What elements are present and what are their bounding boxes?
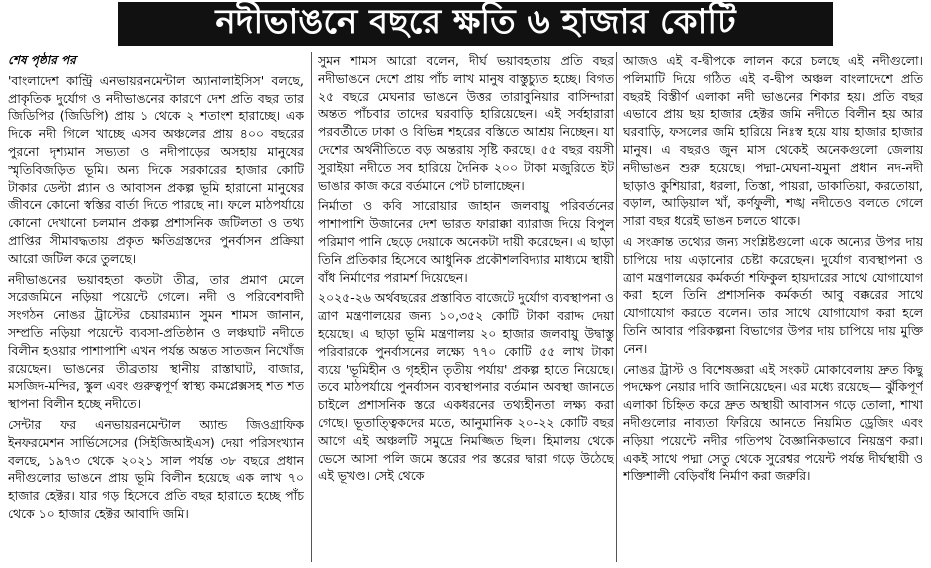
paragraph: নোঙর ট্রাস্ট ও বিশেষজ্ঞরা এই সংকট মোকাবেলায় দ্রুত কিছু পদক্ষেপ নেয়ার দাবি জানিয়েছেন। এর মধ্যে রয়েছে— ঝুঁকিপূর্ণ এলাকা চিহ্নিত করে দ্রুত অস্থায়ী আবাসন গড়ে তোলা, শাখা নদীগুলোর নাব্যতা ফিরিয়ে আনতে নিয়মিত ড্রেজিং এবং নড়িয়া পয়েন্টে নদীর গতিপথ বৈজ্ঞানিকভাবে নিয়ন্ত্রণ করা। একই সাথে পদ্মা সেতু থেকে সুরেশ্বর পয়েন্ট পর্যন্ত দীর্ঘস্থায়ী ও শক্তিশালী বেড়িবাঁধ নির্মাণ করা জরুরি। — [623, 361, 923, 484]
continued-from-label: শেষ পৃষ্ঠার পর — [8, 53, 76, 67]
article-column-3 — [623, 52, 923, 564]
column-divider — [616, 52, 617, 562]
paragraph: নির্মাতা ও কবি সারোয়ার জাহান জলবায়ু পরিবর্তনের পাশাপাশি উজানের দেশ ভারত ফারাক্কা ব্যারাজ দিয়ে বিপুল পরিমাণ পানি ছেড়ে দেয়াকে অনেকটা দায়ী করেছেন। এ ছাড়া তিনি প্রতিকার হিসেবে আধুনিক প্রকৌশলবিদ্যার মাধ্যমে স্থায়ী বাঁধ নির্মাণের পরামর্শ দিয়েছেন। — [318, 198, 614, 285]
paragraph: নদীভাঙনের ভয়াবহতা কতটা তীব্র, তার প্রমাণ মেলে সরেজমিনে নড়িয়া পয়েন্টে গেলে। নদী ও পরিবেশবাদী সংগঠন নোঙর ট্রাস্টের চেয়ারম্যান সুমন শামস জানান, সম্প্রতি নড়িয়া পয়েন্টে ব্যবসা-প্রতিষ্ঠান ও লঞ্চঘাট নদীতে বিলীন হওয়ার পাশাপাশি এখন পর্যন্ত অন্তত সাতজন নিখোঁজ রয়েছেন। ভাঙনের তীব্রতায় স্থানীয় রাস্তাঘাট, বাজার, মসজিদ-মন্দির, স্কুল এবং গুরুত্বপূর্ণ স্বাস্থ্য কমপ্লেক্সসহ শত শত স্থাপনা বিলীন হচ্ছে নদীতে। — [8, 271, 304, 412]
paragraph: ২০২৫-২৬ অর্থবছরের প্রস্তাবিত বাজেটে দুর্যোগ ব্যবস্থাপনা ও ত্রাণ মন্ত্রণালয়ের জন্য ১০,৩৫২ কোটি টাকা বরাদ্দ দেয়া হয়েছে। এ ছাড়া ভূমি মন্ত্রণালয় ২০ হাজার জলবায়ু উদ্বাস্তু পরিবারকে পুনর্বাসনের লক্ষ্যে ৭৭০ কোটি ৫৫ লাখ টাকা ব্যয়ে 'ভূমিহীন ও গৃহহীন তৃতীয় পর্যায়' প্রকল্প হাতে নিয়েছে। তবে মাঠপর্যায়ে পুনর্বাসন ব্যবস্থাপনার বর্তমান অবস্থা জানতে চাইলে প্রশাসনিক স্তরে একধরনের তথ্যহীনতা লক্ষ্য করা গেছে। ভূতাত্ত্বিকদের মতে, আনুমানিক ২০-২২ কোটি বছর আগে এই অঞ্চলটি সমুদ্রে নিমজ্জিত ছিল। হিমালয় থেকে ভেসে আসা পলি জমে স্তরের পর স্তরের দ্বারা গড়ে উঠেছে এই ভূখণ্ড। সেই থেকে — [318, 290, 614, 484]
paragraph: আজও এই ব-দ্বীপকে লালন করে চলছে এই নদীগুলো। পলিমাটি দিয়ে গঠিত এই ব-দ্বীপ অঞ্চল বাংলাদেশে প্রতি বছরই বিস্তীর্ণ এলাকা নদী ভাঙনের শিকার হয়। প্রতি বছর এভাবে প্রায় ছয় হাজার হেক্টর জমি নদীতে বিলীন হয় আর ঘরবাড়ি, ফসলের জমি হারিয়ে নিঃস্ব হয়ে যায় হাজার হাজার মানুষ। এ বছরও জুন মাস থেকেই অনেকগুলো জেলায় নদীভাঙন শুরু হয়েছে। পদ্মা-মেঘনা-যমুনা প্রধান নদ-নদী ছাড়াও কুশিয়ারা, ধরলা, তিস্তা, পায়রা, ডাকাতিয়া, করতোয়া, বড়াল, আড়িয়াল খাঁ, কর্ণফুলী, শঙ্খ নদীতেও বলতে গেলে সারা বছর ধরেই ভাঙন চলতে থাকে। — [623, 53, 923, 229]
article-column-2 — [318, 52, 614, 564]
column-divider — [311, 52, 312, 562]
paragraph: সুমন শামস আরো বলেন, দীর্ঘ ভয়াবহতায় প্রতি বছর নদীভাঙনে দেশে প্রায় পাঁচ লাখ মানুষ বাস্তুচ্যুত হচ্ছে। বিগত ২৫ বছরে মেঘনার ভাঙনে উত্তর তারাবুনিয়ার বাসিন্দারা অন্তত পাঁচবার তাদের ঘরবাড়ি হারিয়েছেন। এই সর্বহারারা পরবর্তীতে ঢাকা ও বিভিন্ন শহরের বস্তিতে আশ্রয় নিচ্ছেন। যা দেশের অর্থনীতিতে বড় অন্তরায় সৃষ্টি করছে। ৫৫ বছর বয়সী সুরাইয়া নদীতে সব হারিয়ে দৈনিক ২০০ টাকা মজুরিতে ইট ভাঙার কাজ করে বর্তমানে পেট চালাচ্ছেন। — [318, 53, 614, 193]
article-column-1 — [8, 52, 304, 564]
paragraph: সেন্টার ফর এনভায়রনমেন্টাল অ্যান্ড জিওগ্রাফিক ইনফরমেশন সার্ভিসেসের (সিইজিআইএস) দেয়া পরিসংখ্যান বলছে, ১৯৭৩ থেকে ২০২১ সাল পর্যন্ত ৩৮ বছরে প্রধান নদীগুলোর ভাঙনে প্রায় ভূমি বিলীন হয়েছে এক লাখ ৭০ হাজার হেক্টর। যার গড় হিসেবে প্রতি বছর হারাতে হচ্ছে পাঁচ থেকে ১০ হাজার হেক্টর আবাদি জমি। — [8, 416, 304, 521]
article-headline: নদীভাঙনে বছরে ক্ষতি ৬ হাজার কোটি — [118, 2, 833, 46]
paragraph: 'বাংলাদেশ কান্ট্রি এনভায়রনমেন্টাল অ্যানালাইসিস' বলছে, প্রাকৃতিক দুর্যোগ ও নদীভাঙনের কারণে দেশ প্রতি বছর তার জিডিপির (জিডিপি) প্রায় ১ থেকে ২ শতাংশ হারাচ্ছে। এক দিকে নদী গিলে খাচ্ছে এসব অঞ্চলের প্রায় ৪০০ বছরের পুরনো দৃশ্যমান সভ্যতা ও নদীপাড়ের অসহায় মানুষের স্মৃতিবিজড়িত ভূমি। অন্য দিকে সরকারের হাজার কোটি টাকার ডেল্টা প্ল্যান ও আবাসন প্রকল্প ভূমি হারানো মানুষের জীবনে কোনো স্বস্তির বার্তা দিতে পারছে না। ফলে মাঠপর্যায়ে কোনো দেখানো চলমান প্রকল্প প্রশাসনিক জটিলতা ও তথ্য প্রাপ্তির সীমাবদ্ধতায় প্রকৃত ক্ষতিগ্রস্তদের পুনর্বাসন প্রক্রিয়া আরো জটিল করে তুলছে। — [8, 72, 304, 266]
paragraph: এ সংক্রান্ত তথ্যের জন্য সংশ্লিষ্টগুলো একে অন্যের উপর দায় চাপিয়ে দায় এড়ানোর চেষ্টা করেছেন। দুর্যোগ ব্যবস্থাপনা ও ত্রাণ মন্ত্রণালয়ের কর্মকর্তা শফিকুল হায়দারের সাথে যোগাযোগ করা হলে তিনি প্রশাসনিক কর্মকর্তা আবু বক্করের সাথে যোগাযোগ করতে বলেন। তার সাথে যোগাযোগ করা হলে তিনি আবার পরিকল্পনা বিভাগের উপর দায় চাপিয়ে দায় মুক্তি নেন। — [623, 233, 923, 356]
